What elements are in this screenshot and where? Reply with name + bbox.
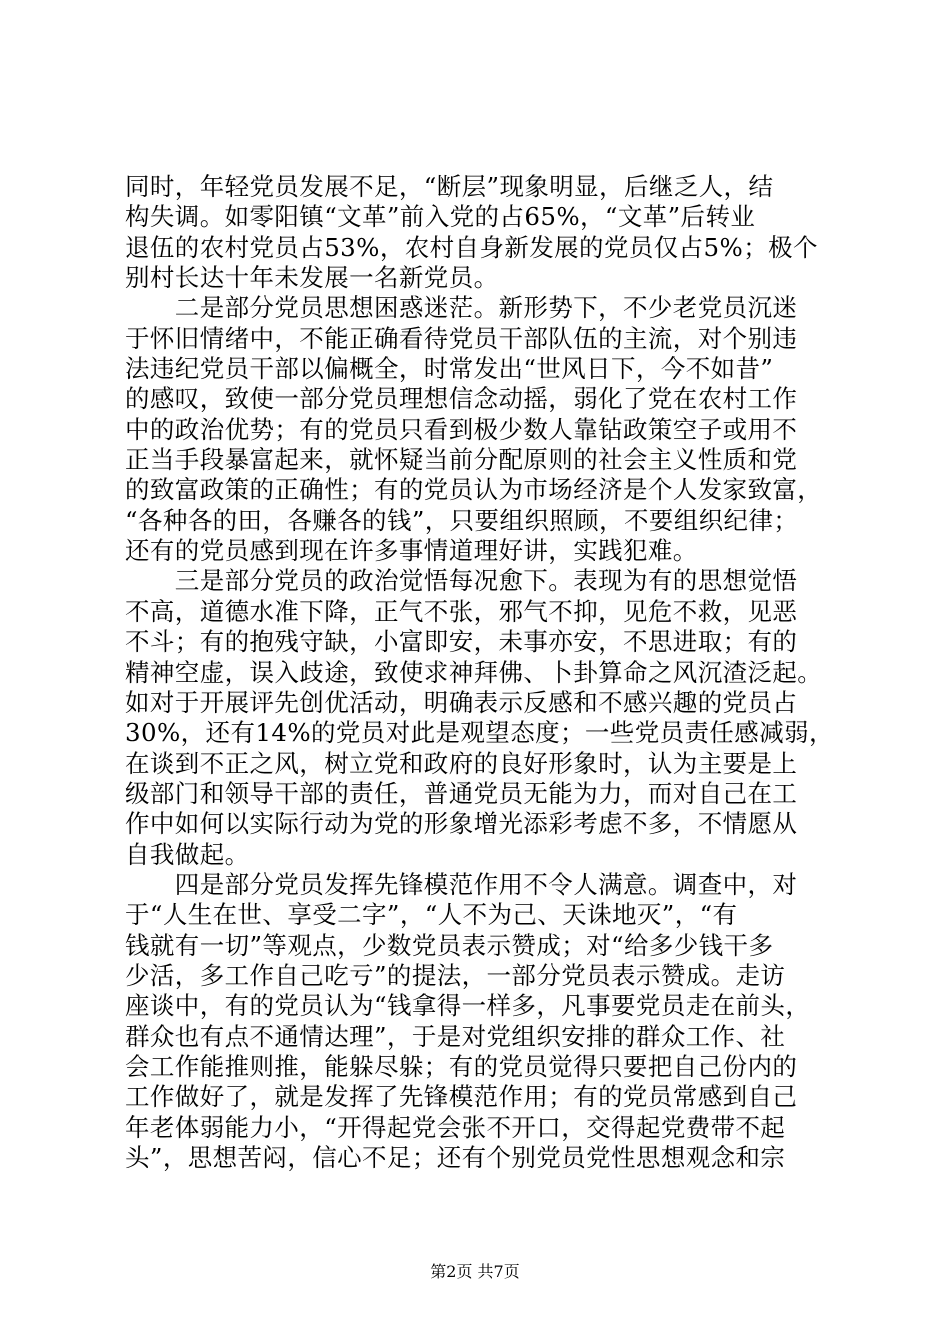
text-line: 年老体弱能力小，“开得起党会张不开口，交得起党费带不起 [125,1112,786,1142]
text-line: 会工作能推则推，能躲尽躲；有的党员觉得只要把自己份内的 [125,1051,798,1081]
text-line: 正当手段暴富起来，就怀疑当前分配原则的社会主义性质和党 [125,445,798,475]
text-line: 如对于开展评先创优活动，明确表示反感和不感兴趣的党员占 [125,687,798,717]
page-number-footer: 第2页 共7页 [430,1262,520,1281]
text-line: 中的政治优势；有的党员只看到极少数人靠钻政策空子或用不 [125,414,798,444]
text-line: 于怀旧情绪中，不能正确看待党员干部队伍的主流，对个别违 [125,323,798,353]
text-line: 于“人生在世、享受二字”，“人不为己、天诛地灭”，“有 [125,900,738,930]
text-line: 座谈中，有的党员认为“钱拿得一样多，凡事要党员走在前头， [125,991,811,1021]
text-line: 群众也有点不通情达理”，于是对党组织安排的群众工作、社 [125,1021,786,1051]
text-line: 构失调。如零阳镇“文革”前入党的占65%，“文革”后转业 [125,202,756,232]
text-line: 作中如何以实际行动为党的形象增光添彩考虑不多，不情愿从 [125,809,798,839]
text-line: 二是部分党员思想困惑迷茫。新形势下，不少老党员沉迷 [125,293,798,323]
text-line: 不斗；有的抱残守缺，小富即安，未事亦安，不思进取；有的 [125,627,798,657]
text-line: 的感叹，致使一部分党员理想信念动摇，弱化了党在农村工作 [125,384,798,414]
text-line: 还有的党员感到现在许多事情道理好讲，实践犯难。 [125,536,698,566]
text-line: 级部门和领导干部的责任，普通党员无能为力，而对自己在工 [125,778,798,808]
text-line: 四是部分党员发挥先锋模范作用不令人满意。调查中，对 [125,869,798,899]
text-line: 少活，多工作自己吃亏”的提法，一部分党员表示赞成。走访 [125,960,786,990]
text-line: 工作做好了，就是发挥了先锋模范作用；有的党员常感到自己 [125,1082,798,1112]
text-line: 三是部分党员的政治觉悟每况愈下。表现为有的思想觉悟 [125,566,798,596]
text-line: 别村长达十年未发展一名新党员。 [125,263,499,293]
text-line: 的致富政策的正确性；有的党员认为市场经济是个人发家致富， [125,475,823,505]
text-line: 精神空虚，误入歧途，致使求神拜佛、卜卦算命之风沉渣泛起。 [125,657,823,687]
text-line: 自我做起。 [125,839,250,869]
text-line: 头”，思想苦闷，信心不足；还有个别党员党性思想观念和宗 [125,1143,786,1172]
text-line: 在谈到不正之风，树立党和政府的良好形象时，认为主要是上 [125,748,798,778]
text-line: 同时，年轻党员发展不足，“断层”现象明显，后继乏人，结 [125,172,774,201]
text-line: 法违纪党员干部以偏概全，时常发出“世风日下，今不如昔” [125,354,774,384]
text-line: 钱就有一切”等观点，少数党员表示赞成；对“给多少钱干多 [125,930,774,960]
text-line: 30%，还有14%的党员对此是观望态度；一些党员责任感减弱， [125,718,834,748]
text-line: 不高，道德水准下降，正气不张，邪气不抑，见危不救，见恶 [125,596,798,626]
text-line: “各种各的田，各赚各的钱”，只要组织照顾，不要组织纪律； [125,505,799,535]
body-text [125,172,835,1173]
text-line: 退伍的农村党员占53%，农村自身新发展的党员仅占5%；极个 [125,232,818,262]
